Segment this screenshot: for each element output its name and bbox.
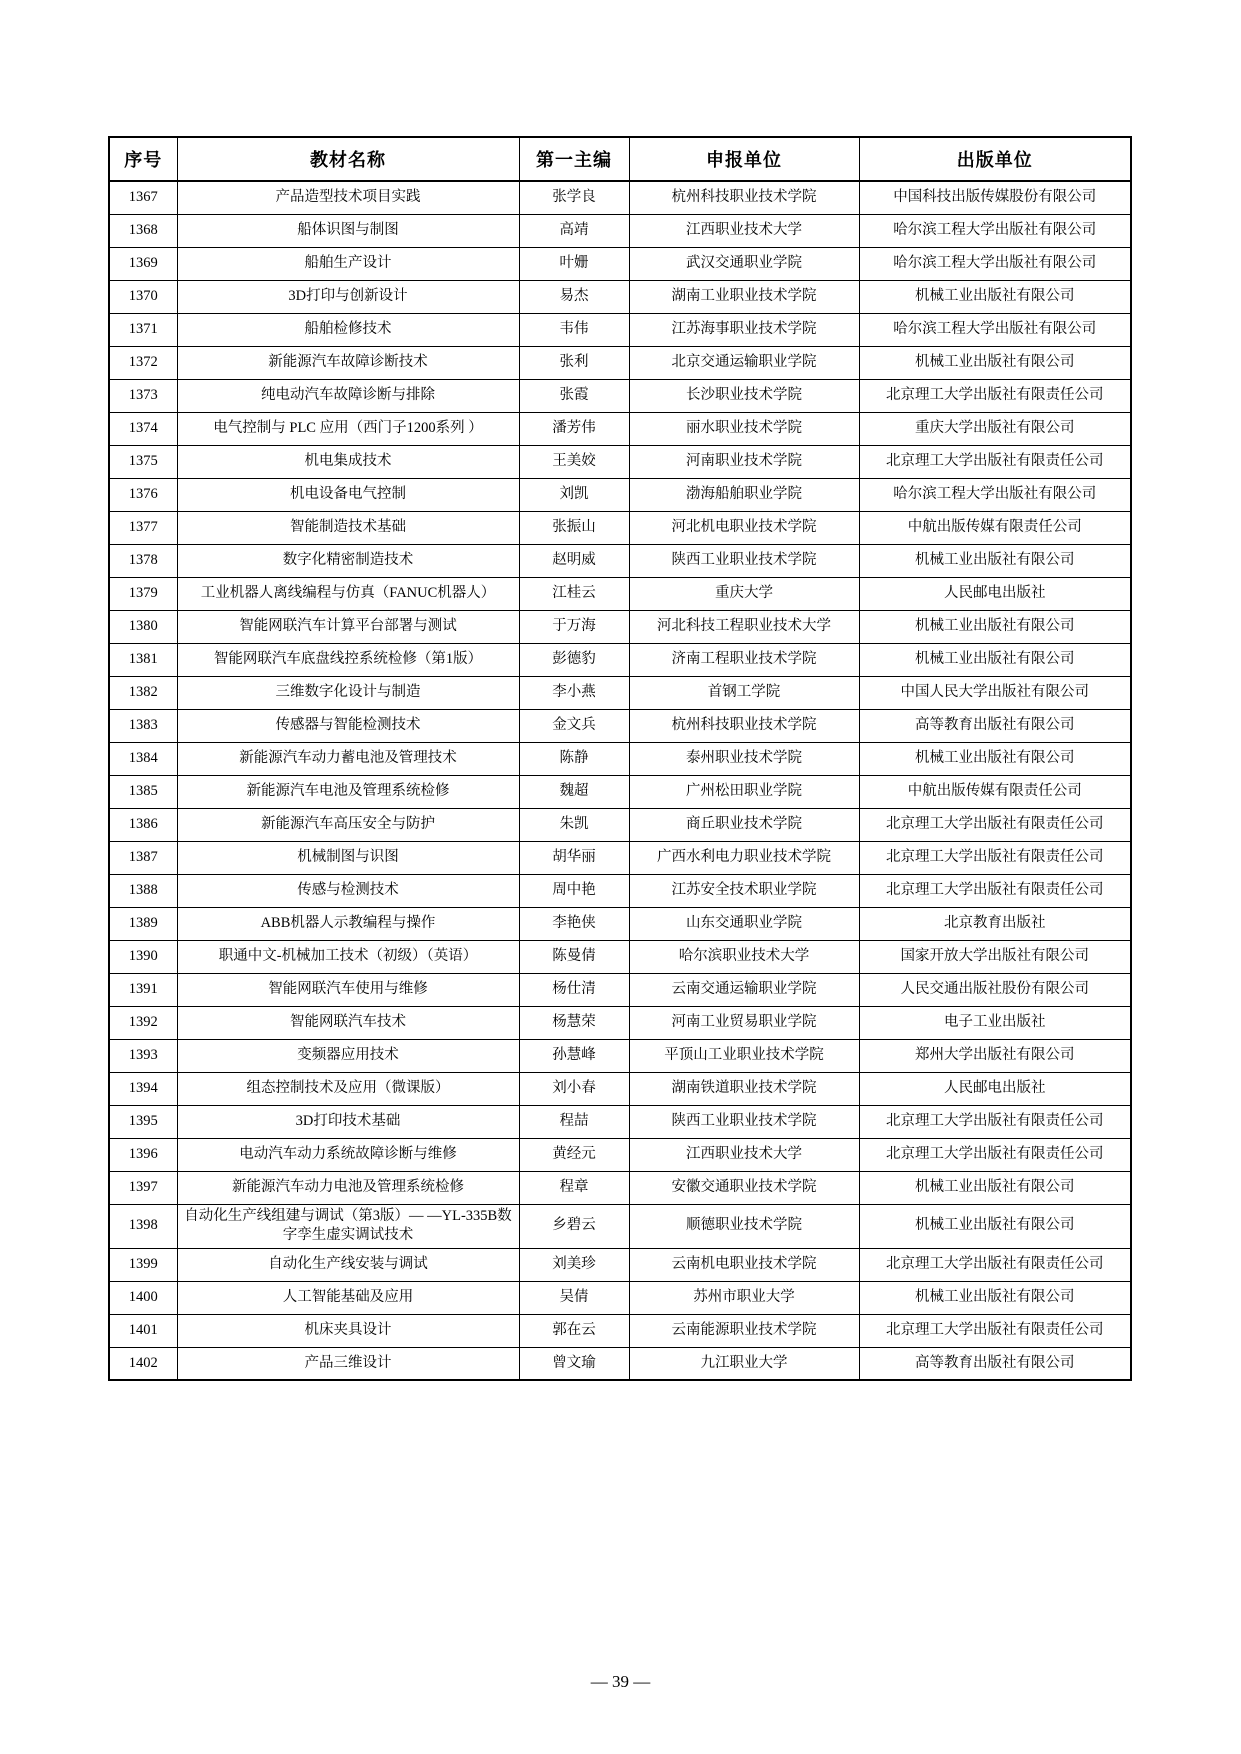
table-row	[109, 313, 1131, 346]
chief-editor: 孙慧峰	[519, 1039, 629, 1072]
table-row	[109, 1105, 1131, 1138]
publisher: 北京理工大学出版社有限责任公司	[859, 445, 1131, 478]
applicant-org: 山东交通职业学院	[629, 907, 859, 940]
row-index: 1382	[109, 676, 177, 709]
applicant-org: 陕西工业职业技术学院	[629, 544, 859, 577]
row-index: 1371	[109, 313, 177, 346]
publisher: 北京理工大学出版社有限责任公司	[859, 874, 1131, 907]
textbook-name: 自动化生产线组建与调试（第3版）— —YL-335B数字孪生虚实调试技术	[177, 1204, 519, 1248]
applicant-org: 北京交通运输职业学院	[629, 346, 859, 379]
textbook-name: 机械制图与识图	[177, 841, 519, 874]
publisher: 哈尔滨工程大学出版社有限公司	[859, 214, 1131, 247]
chief-editor: 张霞	[519, 379, 629, 412]
chief-editor: 叶姗	[519, 247, 629, 280]
publisher: 机械工业出版社有限公司	[859, 610, 1131, 643]
table-row	[109, 940, 1131, 973]
row-index: 1392	[109, 1006, 177, 1039]
applicant-org: 杭州科技职业技术学院	[629, 181, 859, 214]
row-index: 1370	[109, 280, 177, 313]
table-row	[109, 841, 1131, 874]
page-number: — 39 —	[590, 1672, 651, 1691]
table-row	[109, 1281, 1131, 1314]
chief-editor: 程章	[519, 1171, 629, 1204]
chief-editor: 李小燕	[519, 676, 629, 709]
chief-editor: 王美姣	[519, 445, 629, 478]
textbook-name: 新能源汽车动力蓄电池及管理技术	[177, 742, 519, 775]
row-index: 1398	[109, 1204, 177, 1248]
table-header	[109, 137, 1131, 181]
publisher: 机械工业出版社有限公司	[859, 1281, 1131, 1314]
table-row	[109, 1248, 1131, 1281]
textbook-name: 自动化生产线安装与调试	[177, 1248, 519, 1281]
applicant-org: 云南机电职业技术学院	[629, 1248, 859, 1281]
row-index: 1402	[109, 1347, 177, 1380]
publisher: 北京教育出版社	[859, 907, 1131, 940]
applicant-org: 广州松田职业学院	[629, 775, 859, 808]
textbook-name: 产品三维设计	[177, 1347, 519, 1380]
textbook-name: 机电设备电气控制	[177, 478, 519, 511]
textbook-name: 人工智能基础及应用	[177, 1281, 519, 1314]
applicant-org: 江西职业技术大学	[629, 1138, 859, 1171]
table-row	[109, 181, 1131, 214]
textbook-name: 智能网联汽车技术	[177, 1006, 519, 1039]
chief-editor: 周中艳	[519, 874, 629, 907]
textbook-name: 新能源汽车动力电池及管理系统检修	[177, 1171, 519, 1204]
textbook-name: 船体识图与制图	[177, 214, 519, 247]
textbook-name: 组态控制技术及应用（微课版）	[177, 1072, 519, 1105]
table-row	[109, 1039, 1131, 1072]
chief-editor: 潘芳伟	[519, 412, 629, 445]
table-row	[109, 1006, 1131, 1039]
publisher: 人民交通出版社股份有限公司	[859, 973, 1131, 1006]
publisher: 哈尔滨工程大学出版社有限公司	[859, 478, 1131, 511]
applicant-org: 济南工程职业技术学院	[629, 643, 859, 676]
applicant-org: 商丘职业技术学院	[629, 808, 859, 841]
textbook-name: 新能源汽车故障诊断技术	[177, 346, 519, 379]
row-index: 1396	[109, 1138, 177, 1171]
chief-editor: 金文兵	[519, 709, 629, 742]
publisher: 中航出版传媒有限责任公司	[859, 775, 1131, 808]
textbook-name: 新能源汽车高压安全与防护	[177, 808, 519, 841]
applicant-org: 江苏海事职业技术学院	[629, 313, 859, 346]
chief-editor: 吴倩	[519, 1281, 629, 1314]
textbook-name: 船舶检修技术	[177, 313, 519, 346]
chief-editor: 赵明威	[519, 544, 629, 577]
row-index: 1400	[109, 1281, 177, 1314]
publisher: 重庆大学出版社有限公司	[859, 412, 1131, 445]
applicant-org: 顺德职业技术学院	[629, 1204, 859, 1248]
publisher: 机械工业出版社有限公司	[859, 643, 1131, 676]
chief-editor: 杨仕清	[519, 973, 629, 1006]
applicant-org: 渤海船舶职业学院	[629, 478, 859, 511]
publisher: 国家开放大学出版社有限公司	[859, 940, 1131, 973]
chief-editor: 陈曼倩	[519, 940, 629, 973]
chief-editor: 魏超	[519, 775, 629, 808]
table-row	[109, 907, 1131, 940]
textbook-name: 电动汽车动力系统故障诊断与维修	[177, 1138, 519, 1171]
chief-editor: 刘美珍	[519, 1248, 629, 1281]
table-row	[109, 379, 1131, 412]
row-index: 1378	[109, 544, 177, 577]
publisher: 北京理工大学出版社有限责任公司	[859, 379, 1131, 412]
row-index: 1380	[109, 610, 177, 643]
chief-editor: 张利	[519, 346, 629, 379]
applicant-org: 九江职业大学	[629, 1347, 859, 1380]
table-row	[109, 1314, 1131, 1347]
chief-editor: 郭在云	[519, 1314, 629, 1347]
textbook-name: 传感与检测技术	[177, 874, 519, 907]
textbook-name: 机床夹具设计	[177, 1314, 519, 1347]
row-index: 1375	[109, 445, 177, 478]
publisher: 人民邮电出版社	[859, 1072, 1131, 1105]
publisher: 电子工业出版社	[859, 1006, 1131, 1039]
textbook-name: 新能源汽车电池及管理系统检修	[177, 775, 519, 808]
applicant-org: 武汉交通职业学院	[629, 247, 859, 280]
publisher: 哈尔滨工程大学出版社有限公司	[859, 247, 1131, 280]
textbook-name: 智能制造技术基础	[177, 511, 519, 544]
applicant-org: 河南工业贸易职业学院	[629, 1006, 859, 1039]
table-row	[109, 1138, 1131, 1171]
row-index: 1368	[109, 214, 177, 247]
header-chief-editor: 第一主编	[519, 137, 629, 181]
chief-editor: 易杰	[519, 280, 629, 313]
row-index: 1384	[109, 742, 177, 775]
textbook-name: 智能网联汽车计算平台部署与测试	[177, 610, 519, 643]
applicant-org: 长沙职业技术学院	[629, 379, 859, 412]
row-index: 1387	[109, 841, 177, 874]
chief-editor: 张学良	[519, 181, 629, 214]
chief-editor: 刘凯	[519, 478, 629, 511]
publisher: 北京理工大学出版社有限责任公司	[859, 1138, 1131, 1171]
publisher: 中航出版传媒有限责任公司	[859, 511, 1131, 544]
publisher: 中国人民大学出版社有限公司	[859, 676, 1131, 709]
applicant-org: 哈尔滨职业技术大学	[629, 940, 859, 973]
publisher: 机械工业出版社有限公司	[859, 742, 1131, 775]
applicant-org: 河南职业技术学院	[629, 445, 859, 478]
publisher: 中国科技出版传媒股份有限公司	[859, 181, 1131, 214]
row-index: 1377	[109, 511, 177, 544]
chief-editor: 彭德豹	[519, 643, 629, 676]
table-row	[109, 511, 1131, 544]
table-row	[109, 643, 1131, 676]
table-row	[109, 709, 1131, 742]
applicant-org: 湖南工业职业技术学院	[629, 280, 859, 313]
publisher: 高等教育出版社有限公司	[859, 1347, 1131, 1380]
table-row	[109, 544, 1131, 577]
row-index: 1390	[109, 940, 177, 973]
row-index: 1385	[109, 775, 177, 808]
table-row	[109, 610, 1131, 643]
table-row	[109, 1072, 1131, 1105]
chief-editor: 朱凯	[519, 808, 629, 841]
publisher: 机械工业出版社有限公司	[859, 1171, 1131, 1204]
header-applicant-org: 申报单位	[629, 137, 859, 181]
applicant-org: 河北科技工程职业技术大学	[629, 610, 859, 643]
table-row	[109, 973, 1131, 1006]
publisher: 机械工业出版社有限公司	[859, 1204, 1131, 1248]
table-row	[109, 1204, 1131, 1248]
applicant-org: 云南交通运输职业学院	[629, 973, 859, 1006]
table-row	[109, 412, 1131, 445]
applicant-org: 江苏安全技术职业学院	[629, 874, 859, 907]
row-index: 1386	[109, 808, 177, 841]
publisher: 机械工业出版社有限公司	[859, 346, 1131, 379]
applicant-org: 平顶山工业职业技术学院	[629, 1039, 859, 1072]
textbook-approval-table	[108, 136, 1132, 1381]
row-index: 1376	[109, 478, 177, 511]
chief-editor: 刘小春	[519, 1072, 629, 1105]
row-index: 1379	[109, 577, 177, 610]
chief-editor: 杨慧荣	[519, 1006, 629, 1039]
row-index: 1397	[109, 1171, 177, 1204]
textbook-name: 电气控制与 PLC 应用（西门子1200系列 ）	[177, 412, 519, 445]
textbook-name: 3D打印与创新设计	[177, 280, 519, 313]
row-index: 1367	[109, 181, 177, 214]
textbook-name: ABB机器人示教编程与操作	[177, 907, 519, 940]
row-index: 1401	[109, 1314, 177, 1347]
row-index: 1381	[109, 643, 177, 676]
table-row	[109, 808, 1131, 841]
publisher: 郑州大学出版社有限公司	[859, 1039, 1131, 1072]
applicant-org: 安徽交通职业技术学院	[629, 1171, 859, 1204]
table-row	[109, 775, 1131, 808]
table-body	[109, 181, 1131, 1380]
chief-editor: 于万海	[519, 610, 629, 643]
chief-editor: 韦伟	[519, 313, 629, 346]
applicant-org: 杭州科技职业技术学院	[629, 709, 859, 742]
textbook-name: 变频器应用技术	[177, 1039, 519, 1072]
applicant-org: 苏州市职业大学	[629, 1281, 859, 1314]
chief-editor: 李艳侠	[519, 907, 629, 940]
row-index: 1394	[109, 1072, 177, 1105]
table-header-row	[109, 137, 1131, 181]
table-row	[109, 676, 1131, 709]
textbook-name: 职通中文-机械加工技术（初级）（英语）	[177, 940, 519, 973]
table-row	[109, 1347, 1131, 1380]
chief-editor: 黄经元	[519, 1138, 629, 1171]
applicant-org: 广西水利电力职业技术学院	[629, 841, 859, 874]
applicant-org: 江西职业技术大学	[629, 214, 859, 247]
chief-editor: 陈静	[519, 742, 629, 775]
textbook-name: 传感器与智能检测技术	[177, 709, 519, 742]
applicant-org: 泰州职业技术学院	[629, 742, 859, 775]
applicant-org: 云南能源职业技术学院	[629, 1314, 859, 1347]
publisher: 北京理工大学出版社有限责任公司	[859, 1248, 1131, 1281]
table-row	[109, 577, 1131, 610]
row-index: 1391	[109, 973, 177, 1006]
textbook-name: 工业机器人离线编程与仿真（FANUC机器人）	[177, 577, 519, 610]
textbook-name: 机电集成技术	[177, 445, 519, 478]
publisher: 机械工业出版社有限公司	[859, 544, 1131, 577]
table-row	[109, 280, 1131, 313]
chief-editor: 高靖	[519, 214, 629, 247]
row-index: 1395	[109, 1105, 177, 1138]
publisher: 北京理工大学出版社有限责任公司	[859, 841, 1131, 874]
row-index: 1374	[109, 412, 177, 445]
publisher: 高等教育出版社有限公司	[859, 709, 1131, 742]
row-index: 1399	[109, 1248, 177, 1281]
table-row	[109, 478, 1131, 511]
applicant-org: 首钢工学院	[629, 676, 859, 709]
publisher: 人民邮电出版社	[859, 577, 1131, 610]
chief-editor: 张振山	[519, 511, 629, 544]
table-row	[109, 346, 1131, 379]
textbook-name: 船舶生产设计	[177, 247, 519, 280]
applicant-org: 河北机电职业技术学院	[629, 511, 859, 544]
textbook-table-container	[108, 136, 1130, 1381]
header-publisher: 出版单位	[859, 137, 1131, 181]
textbook-name: 产品造型技术项目实践	[177, 181, 519, 214]
textbook-name: 数字化精密制造技术	[177, 544, 519, 577]
publisher: 哈尔滨工程大学出版社有限公司	[859, 313, 1131, 346]
table-row	[109, 247, 1131, 280]
textbook-name: 智能网联汽车使用与维修	[177, 973, 519, 1006]
applicant-org: 丽水职业技术学院	[629, 412, 859, 445]
row-index: 1383	[109, 709, 177, 742]
row-index: 1373	[109, 379, 177, 412]
row-index: 1372	[109, 346, 177, 379]
textbook-name: 三维数字化设计与制造	[177, 676, 519, 709]
header-index: 序号	[109, 137, 177, 181]
textbook-name: 3D打印技术基础	[177, 1105, 519, 1138]
applicant-org: 陕西工业职业技术学院	[629, 1105, 859, 1138]
header-textbook-name: 教材名称	[177, 137, 519, 181]
chief-editor: 胡华丽	[519, 841, 629, 874]
table-row	[109, 874, 1131, 907]
publisher: 北京理工大学出版社有限责任公司	[859, 808, 1131, 841]
row-index: 1388	[109, 874, 177, 907]
table-row	[109, 1171, 1131, 1204]
textbook-name: 纯电动汽车故障诊断与排除	[177, 379, 519, 412]
table-row	[109, 214, 1131, 247]
applicant-org: 湖南铁道职业技术学院	[629, 1072, 859, 1105]
applicant-org: 重庆大学	[629, 577, 859, 610]
publisher: 机械工业出版社有限公司	[859, 280, 1131, 313]
chief-editor: 曾文瑜	[519, 1347, 629, 1380]
row-index: 1389	[109, 907, 177, 940]
textbook-name: 智能网联汽车底盘线控系统检修（第1版）	[177, 643, 519, 676]
row-index: 1369	[109, 247, 177, 280]
table-row	[109, 445, 1131, 478]
publisher: 北京理工大学出版社有限责任公司	[859, 1314, 1131, 1347]
chief-editor: 江桂云	[519, 577, 629, 610]
chief-editor: 程喆	[519, 1105, 629, 1138]
table-row	[109, 742, 1131, 775]
chief-editor: 乡碧云	[519, 1204, 629, 1248]
publisher: 北京理工大学出版社有限责任公司	[859, 1105, 1131, 1138]
row-index: 1393	[109, 1039, 177, 1072]
